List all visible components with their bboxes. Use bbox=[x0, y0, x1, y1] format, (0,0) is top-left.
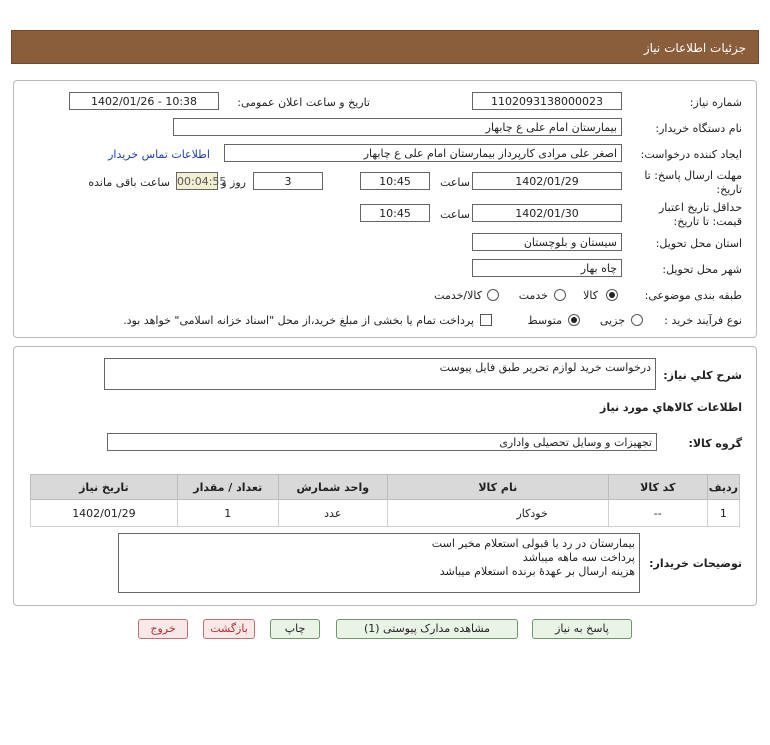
buyer-org-field: بیمارستان امام علی ع چابهار bbox=[173, 118, 622, 136]
process-radio-minor[interactable] bbox=[631, 314, 643, 326]
category-radio-goods-service[interactable] bbox=[487, 289, 499, 301]
buyer-note-line: پرداخت سه ماهه میباشد bbox=[522, 551, 635, 564]
city-label: شهر محل تحویل: bbox=[662, 263, 742, 276]
buyer-note-line: هزینه ارسال بر عهدهٔ برنده استعلام میباشد bbox=[439, 565, 635, 578]
deadline-date-field: 1402/01/29 bbox=[472, 172, 622, 190]
buyer-contact-link[interactable]: اطلاعات تماس خریدار bbox=[108, 148, 210, 161]
validity-label-line2: قیمت: تا تاریخ: bbox=[673, 215, 742, 228]
category-radio-goods[interactable] bbox=[606, 289, 618, 301]
province-label: استان محل تحویل: bbox=[655, 237, 742, 250]
category-option-goods-service: کالا/خدمت bbox=[434, 289, 482, 302]
reply-button[interactable]: پاسخ به نیاز bbox=[532, 619, 632, 639]
page-header bbox=[11, 30, 759, 64]
cell-item-code: -- bbox=[608, 500, 707, 527]
deadline-time-label: ساعت bbox=[440, 176, 470, 189]
treasury-payment-checkbox[interactable] bbox=[480, 314, 492, 326]
validity-date-field: 1402/01/30 bbox=[472, 204, 622, 222]
col-need-date: تاریخ نیاز bbox=[31, 475, 178, 500]
page-title: جزئیات اطلاعات نیاز bbox=[643, 41, 746, 55]
process-radio-medium[interactable] bbox=[568, 314, 580, 326]
print-button[interactable]: چاپ bbox=[270, 619, 320, 639]
deadline-label-line2: تاریخ: bbox=[716, 183, 742, 196]
validity-label: حداقل تاریخ اعتبار bbox=[658, 201, 742, 214]
cell-item-name: خودکار bbox=[387, 500, 608, 527]
requester-field: اصغر علی مرادی کارپرداز بیمارستان امام علی ع چابهار bbox=[224, 144, 622, 162]
announce-label: تاریخ و ساعت اعلان عمومی: bbox=[237, 96, 370, 109]
col-quantity: تعداد / مقدار bbox=[177, 475, 278, 500]
view-attachments-button[interactable]: مشاهده مدارک پیوستی (1) bbox=[336, 619, 518, 639]
buyer-notes-label: توضیحات خریدار: bbox=[649, 557, 742, 570]
validity-time-label: ساعت bbox=[440, 208, 470, 221]
back-button[interactable]: بازگشت bbox=[203, 619, 255, 639]
requester-label: ایجاد کننده درخواست: bbox=[640, 148, 742, 161]
col-unit: واحد شمارش bbox=[278, 475, 387, 500]
category-option-service: خدمت bbox=[518, 289, 548, 302]
col-item-code: کد کالا bbox=[608, 475, 707, 500]
deadline-label: مهلت ارسال پاسخ: تا bbox=[644, 169, 742, 182]
announce-datetime-field: 1402/01/26 - 10:38 bbox=[69, 92, 219, 110]
days-label: روز و bbox=[221, 176, 246, 189]
process-option-minor: جزیی bbox=[599, 314, 625, 327]
goods-table bbox=[30, 474, 740, 527]
category-radio-service[interactable] bbox=[554, 289, 566, 301]
cell-need-date: 1402/01/29 bbox=[31, 500, 178, 527]
buyer-note-line: بیمارستان در رد یا قبولی استعلام مخیر است bbox=[431, 537, 635, 550]
province-field: سیستان و بلوچستان bbox=[472, 233, 622, 251]
category-label: طبقه بندی موضوعی: bbox=[644, 289, 742, 302]
validity-time-field: 10:45 bbox=[360, 204, 430, 222]
col-row-number: ردیف bbox=[707, 475, 739, 500]
summary-label: شرح کلي نياز: bbox=[663, 369, 742, 382]
deadline-time-field: 10:45 bbox=[360, 172, 430, 190]
remaining-time-label: ساعت باقی مانده bbox=[88, 176, 170, 189]
summary-field: درخواست خرید لوازم تحریر طبق فایل پیوست bbox=[104, 358, 656, 390]
cell-quantity: 1 bbox=[177, 500, 278, 527]
remaining-time-field: 00:04:55 bbox=[176, 172, 218, 190]
treasury-payment-note: پرداخت تمام یا بخشی از مبلغ خرید،از محل "اسناد خزانه اسلامی" خواهد بود. bbox=[123, 314, 474, 327]
need-number-label: شماره نیاز: bbox=[689, 96, 742, 109]
table-row bbox=[31, 500, 740, 527]
goods-section-title: اطلاعات کالاهاي مورد نياز bbox=[600, 401, 742, 414]
category-option-goods: کالا bbox=[583, 289, 598, 302]
col-item-name: نام کالا bbox=[387, 475, 608, 500]
goods-table-header bbox=[31, 475, 740, 500]
process-label: نوع فرآیند خرید : bbox=[664, 314, 742, 327]
buyer-notes-field bbox=[118, 533, 640, 593]
need-number-field: 1102093138000023 bbox=[472, 92, 622, 110]
cell-row-number: 1 bbox=[707, 500, 739, 527]
cell-unit: عدد bbox=[278, 500, 387, 527]
exit-button[interactable]: خروج bbox=[138, 619, 188, 639]
process-option-medium: متوسط bbox=[527, 314, 562, 327]
days-remaining-field: 3 bbox=[253, 172, 323, 190]
goods-group-field: تجهیزات و وسایل تحصیلی واداری bbox=[107, 433, 657, 451]
goods-group-label: گروه کالا: bbox=[688, 437, 742, 450]
city-field: چاه بهار bbox=[472, 259, 622, 277]
buyer-org-label: نام دستگاه خریدار: bbox=[655, 122, 742, 135]
